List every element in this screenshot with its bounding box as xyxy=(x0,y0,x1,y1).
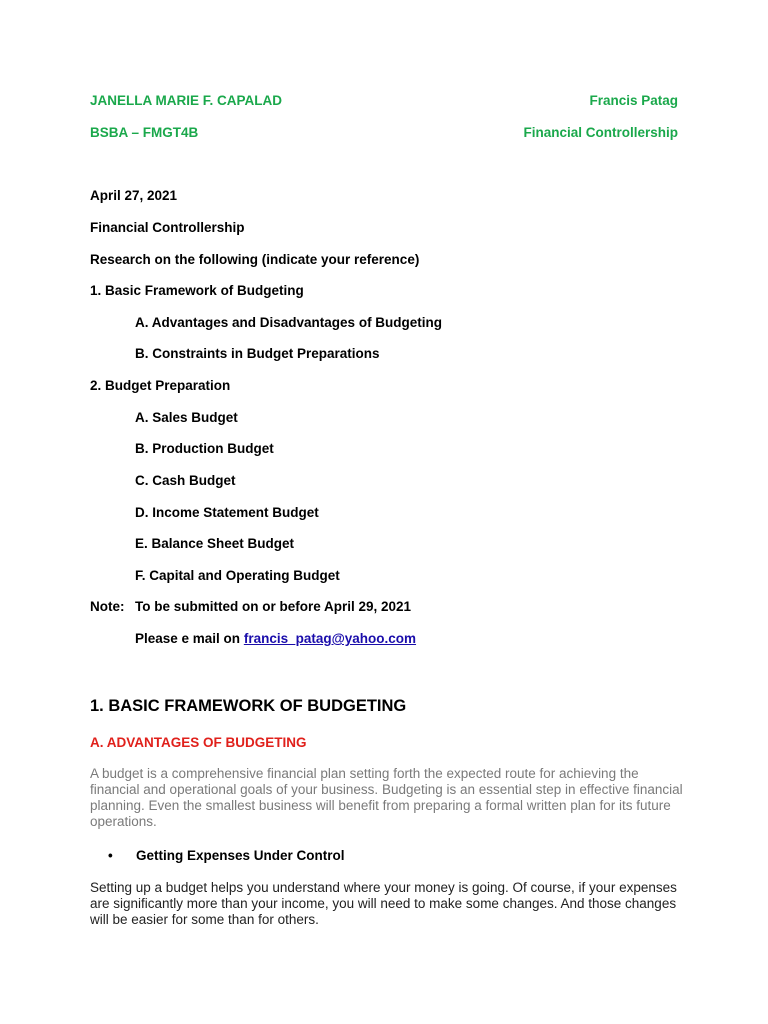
section-subheading: A. ADVANTAGES OF BUDGETING xyxy=(90,735,307,750)
email-line xyxy=(135,631,416,647)
email-link[interactable]: francis_patag@yahoo.com xyxy=(243,631,417,646)
topic-1-item: B. Constraints in Budget Preparations xyxy=(135,346,380,361)
bullet-paragraph: Setting up a budget helps you understand where your money is going. Of course, if your expenses are significantly more than your income, you will need to make some changes. And those changes will be easier for some than for others. xyxy=(90,880,677,927)
topic-2-item: C. Cash Budget xyxy=(135,473,236,488)
course-section: BSBA – FMGT4B xyxy=(90,125,199,140)
topic-2-item: B. Production Budget xyxy=(135,441,274,456)
bullet-item xyxy=(108,848,345,864)
student-name: JANELLA MARIE F. CAPALAD xyxy=(90,93,282,108)
topic-2-item: F. Capital and Operating Budget xyxy=(135,568,340,583)
email-prefix: Please e mail on xyxy=(135,631,241,646)
assignment-instruction: Research on the following (indicate your reference) xyxy=(90,252,420,267)
topic-1-item: A. Advantages and Disadvantages of Budgeting xyxy=(135,315,443,330)
topic-2-item: E. Balance Sheet Budget xyxy=(135,536,295,551)
assignment-date: April 27, 2021 xyxy=(90,188,178,203)
topic-2-item: D. Income Statement Budget xyxy=(135,505,319,520)
note-label: Note: xyxy=(90,599,125,614)
bullet-title: Getting Expenses Under Control xyxy=(136,848,345,863)
assignment-subject: Financial Controllership xyxy=(90,220,245,235)
header-subject: Financial Controllership xyxy=(523,125,678,140)
topic-2-item: A. Sales Budget xyxy=(135,410,238,425)
topic-1: 1. Basic Framework of Budgeting xyxy=(90,283,304,298)
note-text: To be submitted on or before April 29, 2021 xyxy=(135,599,412,614)
topic-2: 2. Budget Preparation xyxy=(90,378,231,393)
bullet-icon: • xyxy=(108,848,113,863)
intro-paragraph: A budget is a comprehensive financial plan setting forth the expected route for achieving the financial and operational goals of your business. Budgeting is an essential step in effective financial planning. Even the smallest business will benefit from preparing a formal written plan for its future operations. xyxy=(90,766,683,829)
instructor-name: Francis Patag xyxy=(589,93,678,108)
section-heading: 1. BASIC FRAMEWORK OF BUDGETING xyxy=(90,697,407,715)
